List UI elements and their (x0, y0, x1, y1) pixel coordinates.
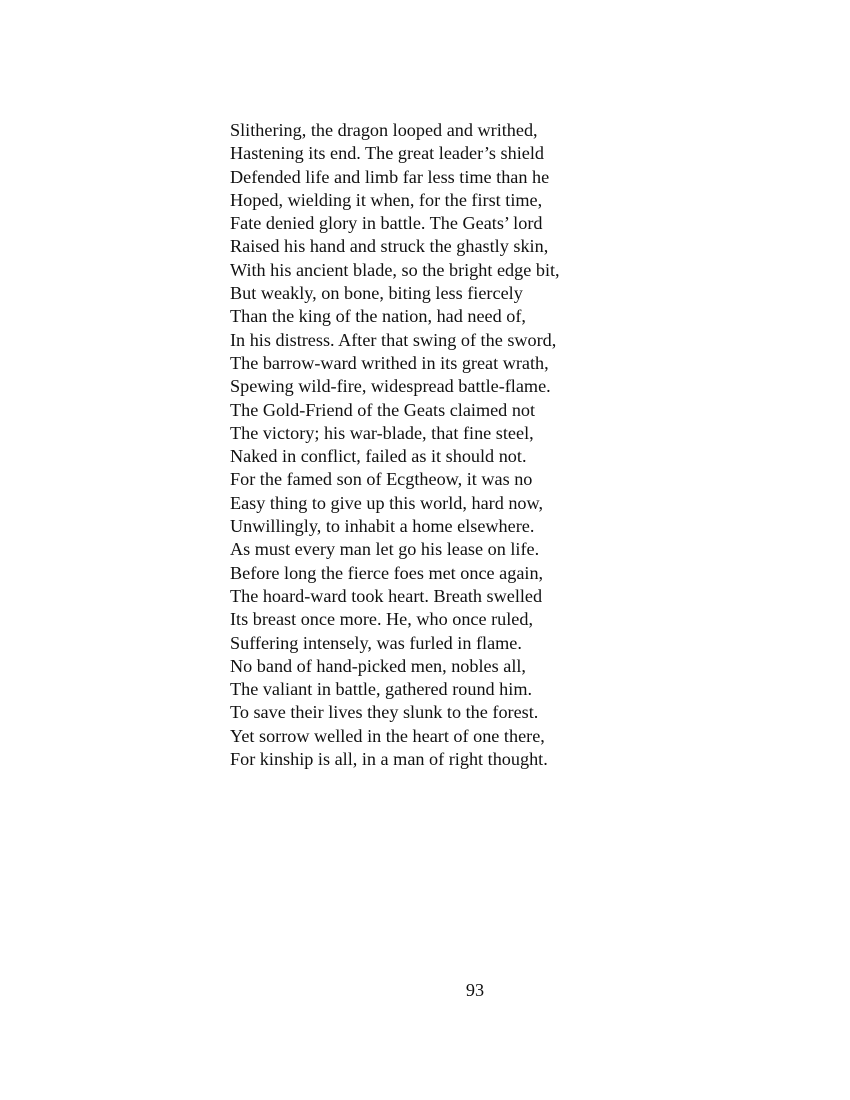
poem-line: Easy thing to give up this world, hard now, (230, 492, 544, 513)
poem-line: In his distress. After that swing of the sword, (230, 329, 557, 350)
poem-line: Spewing wild-fire, widespread battle-flame. (230, 376, 551, 397)
poem-line: The hoard-ward took heart. Breath swelled (230, 585, 543, 606)
poem-text (230, 119, 560, 771)
poem-line: Defended life and limb far less time than he (230, 166, 550, 187)
poem-line: For kinship is all, in a man of right thought. (230, 749, 548, 770)
poem-line: Before long the fierce foes met once again, (230, 562, 544, 583)
poem-line: For the famed son of Ecgtheow, it was no (230, 469, 533, 490)
poem-line: The barrow-ward writhed in its great wrath, (230, 352, 549, 373)
poem-line: With his ancient blade, so the bright edge bit, (230, 259, 560, 280)
poem-line: To save their lives they slunk to the forest. (230, 702, 539, 723)
poem-line: The valiant in battle, gathered round him. (230, 679, 533, 700)
poem-line: Than the king of the nation, had need of, (230, 306, 526, 327)
poem-line: Hastening its end. The great leader’s shield (230, 143, 544, 164)
poem-line: No band of hand-picked men, nobles all, (230, 655, 526, 676)
poem-line: Suffering intensely, was furled in flame. (230, 632, 522, 653)
poem-line: Hoped, wielding it when, for the first time, (230, 189, 543, 210)
poem-line: Unwillingly, to inhabit a home elsewhere. (230, 516, 535, 537)
page-number: 93 (465, 980, 485, 1000)
poem-line: Its breast once more. He, who once ruled, (230, 609, 534, 630)
poem-line: Raised his hand and struck the ghastly skin, (230, 236, 549, 257)
poem-line: As must every man let go his lease on life. (230, 539, 540, 560)
poem-line: Slithering, the dragon looped and writhed, (230, 120, 538, 140)
poem-line: Yet sorrow welled in the heart of one there, (230, 725, 545, 746)
poem-line: Naked in conflict, failed as it should not. (230, 446, 527, 467)
poem-line: Fate denied glory in battle. The Geats’ lord (230, 213, 543, 234)
poem-line: The Gold-Friend of the Geats claimed not (230, 399, 536, 420)
poem-line: The victory; his war-blade, that fine steel, (230, 422, 534, 443)
poem-line: But weakly, on bone, biting less fiercely (230, 283, 523, 304)
